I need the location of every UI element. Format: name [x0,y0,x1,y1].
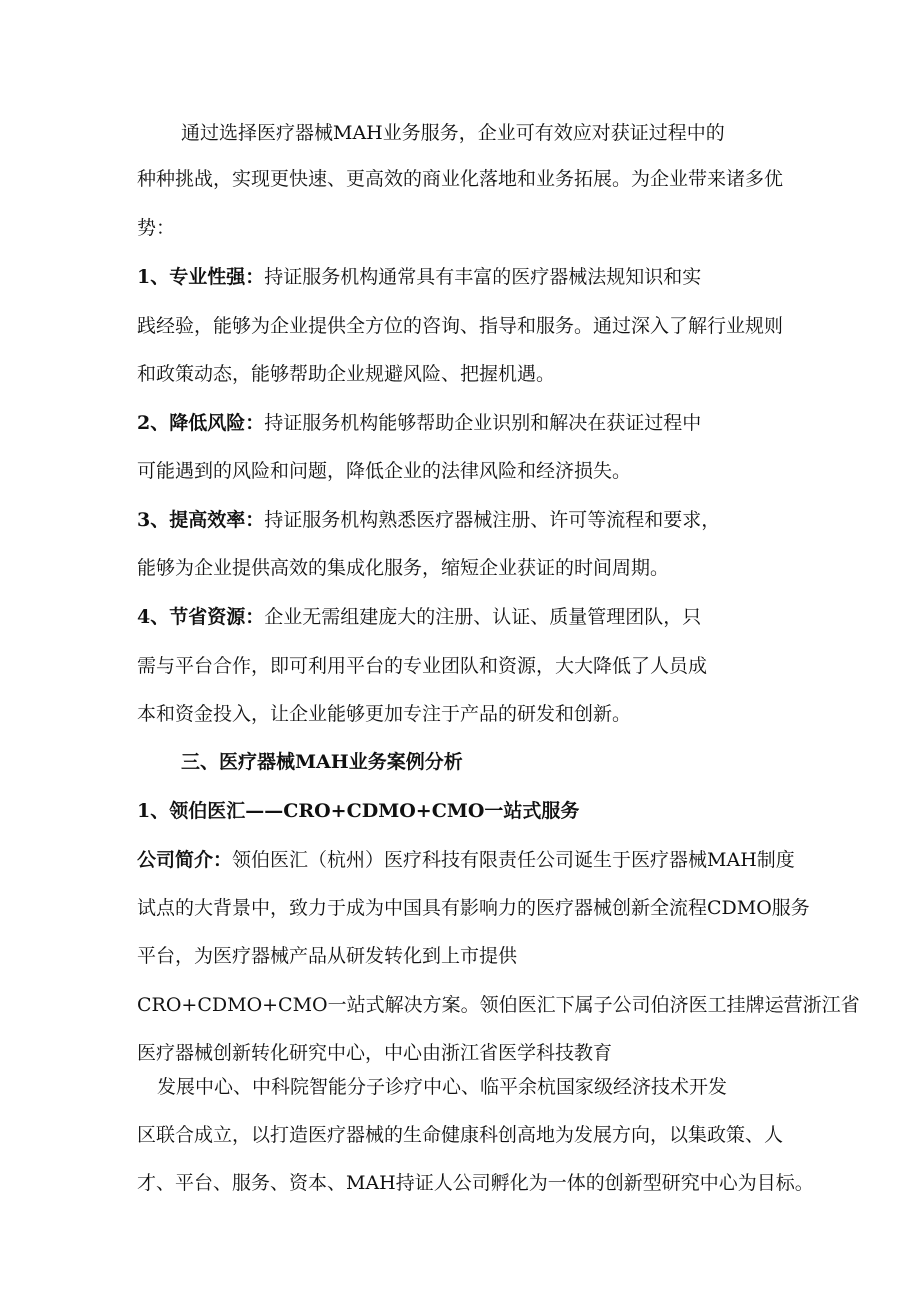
advantage-3-title: 3、提高效率： [137,509,265,531]
advantage-3-text: 持证服务机构熟悉医疗器械注册、许可等流程和要求， [264,509,721,531]
case-1-line-8: 才、平台、服务、资本、MAH持证人公司孵化为一体的创新型研究中心为目标。 [137,1172,814,1194]
case-1-line-4: CRO+CDMO+CMO一站式解决方案。领伯医汇下属子公司伯济医工挂牌运营浙江省 [137,994,860,1016]
case-1-line-2: 试点的大背景中，致力于成为中国具有影响力的医疗器械创新全流程CDMO服务 [137,897,810,919]
advantage-2-title: 2、降低风险： [137,412,265,434]
advantage-4-text: 企业无需组建庞大的注册、认证、质量管理团队，只 [264,606,702,628]
advantage-4-line-2: 需与平台合作，即可利用平台的专业团队和资源，大大降低了人员成 [137,655,708,677]
section-heading: 三、医疗器械MAH业务案例分析 [181,751,463,773]
advantage-1-title: 1、专业性强： [137,266,265,288]
case-1-intro-text: 领伯医汇（杭州）医疗科技有限责任公司诞生于医疗器械MAH制度 [232,849,795,871]
advantage-2-heading [137,411,701,435]
case-1-line-5: 医疗器械创新转化研究中心，中心由浙江省医学科技教育 [137,1042,613,1064]
case-1-intro [137,848,795,872]
case-1-line-6: 发展中心、中科院智能分子诊疗中心、临平余杭国家级经济技术开发 [157,1076,728,1098]
advantage-2-text: 持证服务机构能够帮助企业识别和解决在获证过程中 [264,412,702,434]
case-1-title: 1、领伯医汇——CRO+CDMO+CMO一站式服务 [137,800,580,822]
case-1-intro-label: 公司简介： [137,849,233,871]
advantage-3-line-2: 能够为企业提供高效的集成化服务，缩短企业获证的时间周期。 [137,557,670,579]
advantage-1-heading [137,265,701,289]
advantage-1-text: 持证服务机构通常具有丰富的医疗器械法规知识和实 [264,266,702,288]
advantage-4-line-3: 本和资金投入，让企业能够更加专注于产品的研发和创新。 [137,703,632,725]
intro-line-2: 种种挑战，实现更快速、更高效的商业化落地和业务拓展。为企业带来诸多优 [137,168,784,190]
advantage-4-title: 4、节省资源： [137,606,265,628]
advantage-4-heading [137,605,701,629]
advantage-2-line-2: 可能遇到的风险和问题，降低企业的法律风险和经济损失。 [137,460,632,482]
advantage-1-line-3: 和政策动态，能够帮助企业规避风险、把握机遇。 [137,363,556,385]
case-1-line-7: 区联合成立，以打造医疗器械的生命健康科创高地为发展方向，以集政策、人 [137,1124,784,1146]
advantage-3-heading [137,508,720,532]
intro-line-1: 通过选择医疗器械MAH业务服务，企业可有效应对获证过程中的 [181,122,725,144]
case-1-line-3: 平台，为医疗器械产品从研发转化到上市提供 [137,945,518,967]
intro-line-3: 势： [137,217,176,239]
advantage-1-line-2: 践经验，能够为企业提供全方位的咨询、指导和服务。通过深入了解行业规则 [137,315,784,337]
